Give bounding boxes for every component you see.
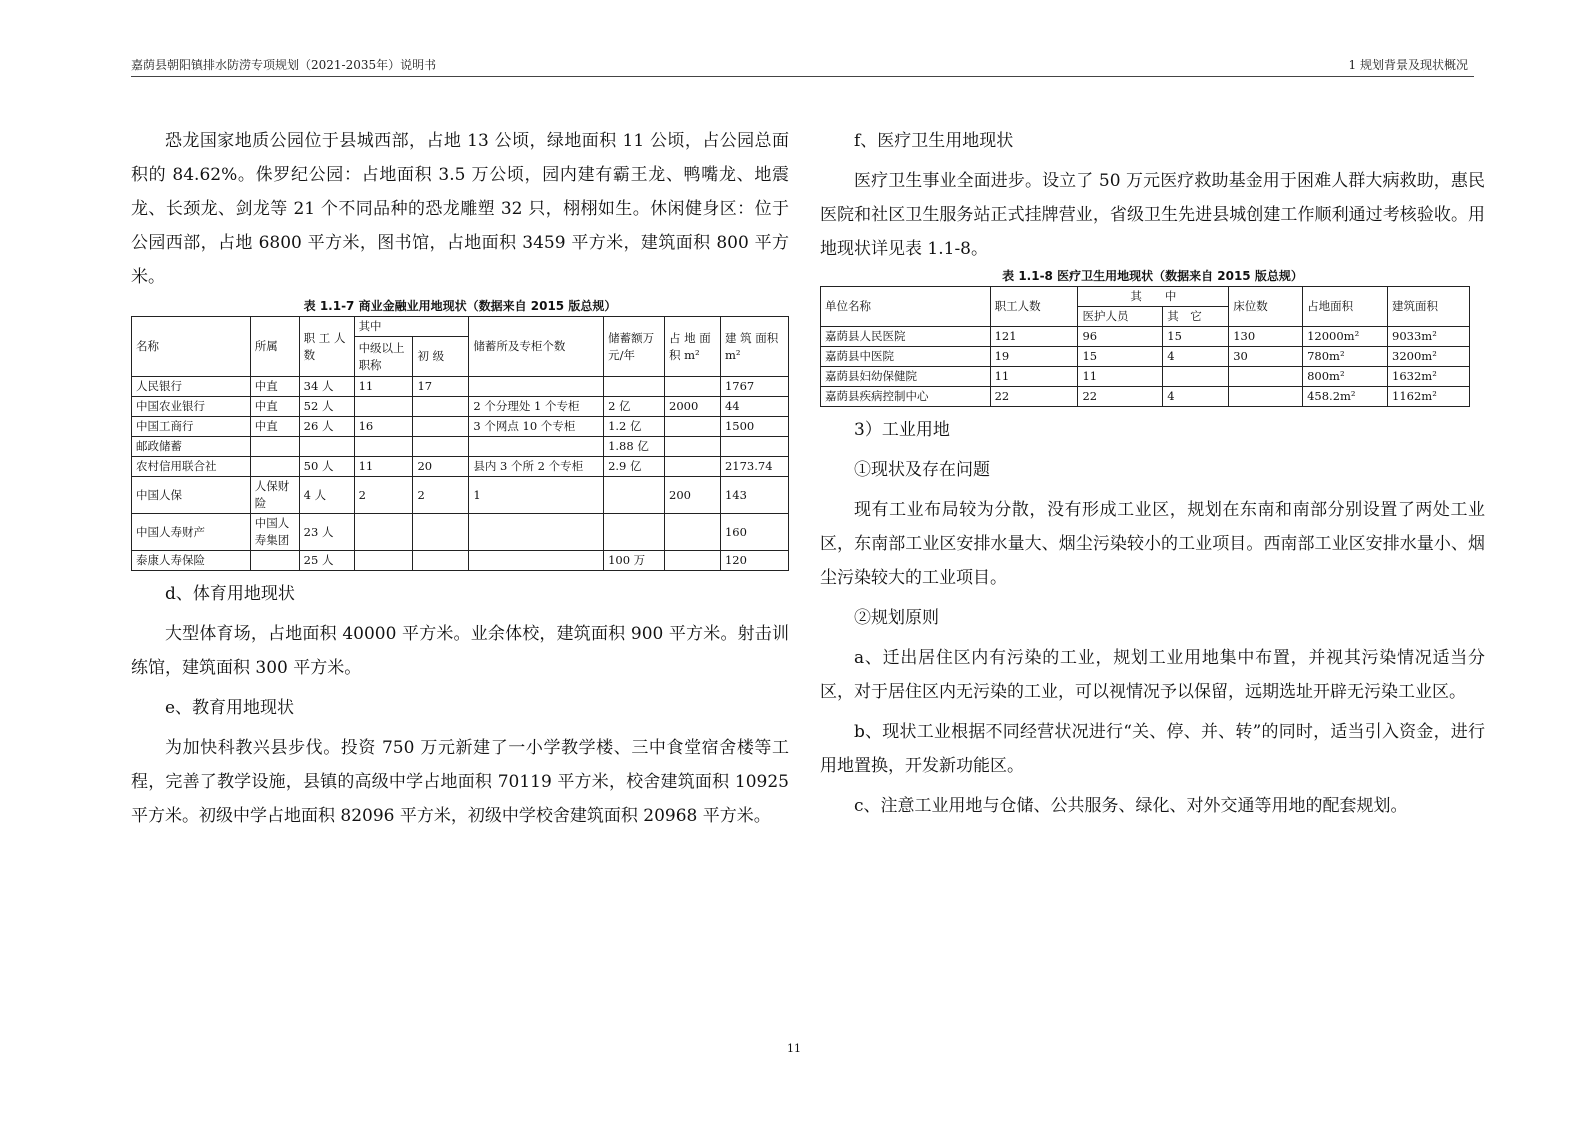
table-cell bbox=[250, 551, 299, 571]
table-row bbox=[132, 457, 789, 477]
table-cell: 2000 bbox=[665, 397, 721, 417]
subsection-2-heading: ②规划原则 bbox=[854, 608, 939, 628]
table-cell: 25 人 bbox=[299, 551, 354, 571]
paragraph-education: 为加快科教兴县步伐。投资 750 万元新建了一小学教学楼、三中食堂宿舍楼等工程，完善了教学设施，县镇的高级中学占地面积 70119 平方米，校舍建筑面积 10925 平方米。初级中学占地面积 82096 平方米，初级中学校舍建筑面积 20968 平方米。 bbox=[131, 738, 789, 826]
table-row bbox=[132, 397, 789, 417]
th-among-group: 其 中 bbox=[1078, 287, 1229, 307]
paragraph-industry-status: 现有工业布局较为分散，没有形成工业区，规划在东南和南部分别设置了两处工业区，东南部工业区安排水量大、烟尘污染较小的工业项目。西南部工业区安排水量小、烟尘污染较大的工业项目。 bbox=[820, 500, 1485, 588]
table-cell: 4 bbox=[1163, 347, 1229, 367]
paragraph-principle-a: a、迁出居住区内有污染的工业，规划工业用地集中布置，并视其污染情况适当分区，对于居住区内无污染的工业，可以视情况予以保留，远期选址开辟无污染工业区。 bbox=[820, 648, 1485, 702]
table-cell: 县内 3 个所 2 个专柜 bbox=[469, 457, 604, 477]
th-staff: 职 工 人数 bbox=[299, 317, 354, 377]
table-cell: 19 bbox=[990, 347, 1078, 367]
table-cell: 120 bbox=[720, 551, 788, 571]
table-cell bbox=[413, 397, 469, 417]
table-cell: 11 bbox=[354, 457, 413, 477]
table-cell: 4 人 bbox=[299, 477, 354, 514]
table-1-1-8-caption: 表 1.1-8 医疗卫生用地现状（数据来自 2015 版总规） bbox=[1002, 269, 1303, 283]
table-cell: 嘉荫县人民医院 bbox=[821, 327, 991, 347]
table-cell: 160 bbox=[720, 514, 788, 551]
table-cell bbox=[604, 477, 665, 514]
table-cell bbox=[469, 514, 604, 551]
table-cell: 22 bbox=[990, 387, 1078, 407]
table-cell: 30 bbox=[1229, 347, 1303, 367]
paragraph-principle-c: c、注意工业用地与仓储、公共服务、绿化、对外交通等用地的配套规划。 bbox=[854, 796, 1408, 816]
th-deposit: 储蓄额万元/年 bbox=[604, 317, 665, 377]
table-cell: 中国人寿集团 bbox=[250, 514, 299, 551]
table-cell: 邮政储蓄 bbox=[132, 437, 251, 457]
table-cell: 嘉荫县疾病控制中心 bbox=[821, 387, 991, 407]
table-cell: 780m² bbox=[1303, 347, 1388, 367]
table-cell: 1 bbox=[469, 477, 604, 514]
table-cell: 1500 bbox=[720, 417, 788, 437]
th-beds: 床位数 bbox=[1229, 287, 1303, 327]
table-cell: 2.9 亿 bbox=[604, 457, 665, 477]
th-other: 其 它 bbox=[1163, 307, 1229, 327]
table-cell: 2 bbox=[413, 477, 469, 514]
th-outlets: 储蓄所及专柜个数 bbox=[469, 317, 604, 377]
table-cell: 人保财险 bbox=[250, 477, 299, 514]
table-cell: 16 bbox=[354, 417, 413, 437]
table-cell: 1.88 亿 bbox=[604, 437, 665, 457]
section-e-heading: e、教育用地现状 bbox=[165, 698, 295, 718]
table-cell bbox=[1229, 367, 1303, 387]
header-rule bbox=[131, 76, 1474, 77]
table-cell: 12000m² bbox=[1303, 327, 1388, 347]
right-column bbox=[820, 124, 1485, 823]
table-cell: 2 亿 bbox=[604, 397, 665, 417]
table-cell: 2173.74 bbox=[720, 457, 788, 477]
section-3-heading: 3）工业用地 bbox=[854, 420, 950, 440]
paragraph-park: 恐龙国家地质公园位于县城西部，占地 13 公顷，绿地面积 11 公顷，占公园总面积的 84.62%。侏罗纪公园：占地面积 3.5 万公顷，园内建有霸王龙、鸭嘴龙、地震龙、长颈龙、剑龙等 21 个不同品种的恐龙雕塑 32 只，栩栩如生。休闲健身区：位于公园西部，占地 6800 平方米，图书馆，占地面积 3459 平方米，建筑面积 800 平方米。 bbox=[131, 131, 789, 287]
table-cell: 22 bbox=[1078, 387, 1163, 407]
table-row bbox=[821, 347, 1470, 367]
table-cell: 34 人 bbox=[299, 377, 354, 397]
table-cell: 1.2 亿 bbox=[604, 417, 665, 437]
table-row bbox=[821, 367, 1470, 387]
table-row bbox=[821, 387, 1470, 407]
table-cell bbox=[250, 437, 299, 457]
table-cell bbox=[413, 514, 469, 551]
th-medical-staff: 医护人员 bbox=[1078, 307, 1163, 327]
table-cell: 3 个网点 10 个专柜 bbox=[469, 417, 604, 437]
th-area: 占 地 面积 m² bbox=[665, 317, 721, 377]
left-column bbox=[131, 124, 789, 833]
table-cell: 3200m² bbox=[1388, 347, 1470, 367]
header-chapter: 1 规划背景及现状概况 bbox=[1348, 58, 1468, 72]
table-cell bbox=[469, 437, 604, 457]
table-cell bbox=[469, 377, 604, 397]
table-cell bbox=[413, 551, 469, 571]
th-junior: 初 级 bbox=[413, 337, 469, 377]
table-cell: 中国工商行 bbox=[132, 417, 251, 437]
table-cell: 11 bbox=[354, 377, 413, 397]
table-cell: 嘉荫县中医院 bbox=[821, 347, 991, 367]
table-row bbox=[132, 477, 789, 514]
table-row bbox=[132, 514, 789, 551]
table-cell bbox=[1229, 387, 1303, 407]
table-cell bbox=[250, 457, 299, 477]
page-number: 11 bbox=[787, 1042, 801, 1055]
table-1-1-7 bbox=[131, 316, 789, 571]
table-cell: 中国农业银行 bbox=[132, 397, 251, 417]
th-unit: 单位名称 bbox=[821, 287, 991, 327]
table-cell bbox=[665, 514, 721, 551]
table-cell: 26 人 bbox=[299, 417, 354, 437]
table-cell bbox=[299, 437, 354, 457]
table-cell: 11 bbox=[1078, 367, 1163, 387]
th-land-area: 占地面积 bbox=[1303, 287, 1388, 327]
table-cell bbox=[354, 514, 413, 551]
table-cell: 15 bbox=[1163, 327, 1229, 347]
th-among: 其中 bbox=[354, 317, 469, 337]
table-row bbox=[132, 417, 789, 437]
table-cell: 2 个分理处 1 个专柜 bbox=[469, 397, 604, 417]
section-f-heading: f、医疗卫生用地现状 bbox=[854, 131, 1014, 151]
table-cell bbox=[413, 417, 469, 437]
table-cell: 130 bbox=[1229, 327, 1303, 347]
table-cell: 52 人 bbox=[299, 397, 354, 417]
table-cell: 121 bbox=[990, 327, 1078, 347]
table-cell: 中直 bbox=[250, 417, 299, 437]
table-row bbox=[132, 551, 789, 571]
table-cell: 中直 bbox=[250, 397, 299, 417]
table-cell bbox=[665, 457, 721, 477]
table-cell bbox=[720, 437, 788, 457]
table-cell bbox=[354, 551, 413, 571]
table-cell: 15 bbox=[1078, 347, 1163, 367]
th-belong: 所属 bbox=[250, 317, 299, 377]
table-cell bbox=[665, 437, 721, 457]
paragraph-principle-b: b、现状工业根据不同经营状况进行“关、停、并、转”的同时，适当引入资金，进行用地置换，开发新功能区。 bbox=[820, 722, 1485, 776]
table-cell: 泰康人寿保险 bbox=[132, 551, 251, 571]
table-cell: 96 bbox=[1078, 327, 1163, 347]
th-name: 名称 bbox=[132, 317, 251, 377]
table-cell: 中国人保 bbox=[132, 477, 251, 514]
table-cell: 人民银行 bbox=[132, 377, 251, 397]
table-cell: 9033m² bbox=[1388, 327, 1470, 347]
table-cell: 200 bbox=[665, 477, 721, 514]
table-cell bbox=[604, 377, 665, 397]
section-d-heading: d、体育用地现状 bbox=[165, 584, 295, 604]
table-cell: 17 bbox=[413, 377, 469, 397]
table-cell: 嘉荫县妇幼保健院 bbox=[821, 367, 991, 387]
table-cell bbox=[354, 437, 413, 457]
table-cell: 23 人 bbox=[299, 514, 354, 551]
table-row bbox=[132, 377, 789, 397]
table-cell: 4 bbox=[1163, 387, 1229, 407]
table-cell: 中国人寿财产 bbox=[132, 514, 251, 551]
table-row bbox=[821, 327, 1470, 347]
table-cell: 1162m² bbox=[1388, 387, 1470, 407]
table-cell: 458.2m² bbox=[1303, 387, 1388, 407]
table-row bbox=[132, 437, 789, 457]
table-cell: 143 bbox=[720, 477, 788, 514]
table-cell: 1632m² bbox=[1388, 367, 1470, 387]
table-cell bbox=[665, 417, 721, 437]
table-1-1-8 bbox=[820, 286, 1470, 407]
table-cell bbox=[604, 514, 665, 551]
table-cell: 中直 bbox=[250, 377, 299, 397]
table-cell: 50 人 bbox=[299, 457, 354, 477]
table-cell bbox=[354, 397, 413, 417]
table-cell: 20 bbox=[413, 457, 469, 477]
table-cell bbox=[665, 551, 721, 571]
paragraph-sports: 大型体育场，占地面积 40000 平方米。业余体校，建筑面积 900 平方米。射击训练馆，建筑面积 300 平方米。 bbox=[131, 624, 789, 678]
header-title: 嘉荫县朝阳镇排水防涝专项规划（2021-2035年）说明书 bbox=[131, 58, 437, 72]
table-cell bbox=[469, 551, 604, 571]
table-cell: 1767 bbox=[720, 377, 788, 397]
table-cell: 11 bbox=[990, 367, 1078, 387]
th-building-area: 建筑面积 bbox=[1388, 287, 1470, 327]
table-cell: 44 bbox=[720, 397, 788, 417]
th-mid: 中级以上职称 bbox=[354, 337, 413, 377]
table-cell: 800m² bbox=[1303, 367, 1388, 387]
th-building: 建 筑 面积 m² bbox=[720, 317, 788, 377]
table-1-1-7-caption: 表 1.1-7 商业金融业用地现状（数据来自 2015 版总规） bbox=[303, 299, 617, 313]
subsection-1-heading: ①现状及存在问题 bbox=[854, 460, 990, 480]
table-cell: 农村信用联合社 bbox=[132, 457, 251, 477]
table-cell: 100 万 bbox=[604, 551, 665, 571]
table-cell: 2 bbox=[354, 477, 413, 514]
th-staff-count: 职工人数 bbox=[990, 287, 1078, 327]
table-cell bbox=[413, 437, 469, 457]
paragraph-medical: 医疗卫生事业全面进步。设立了 50 万元医疗救助基金用于困难人群大病救助，惠民医院和社区卫生服务站正式挂牌营业，省级卫生先进县城创建工作顺利通过考核验收。用地现状详见表 1.1-8。 bbox=[820, 171, 1485, 259]
table-cell bbox=[1163, 367, 1229, 387]
table-cell bbox=[665, 377, 721, 397]
